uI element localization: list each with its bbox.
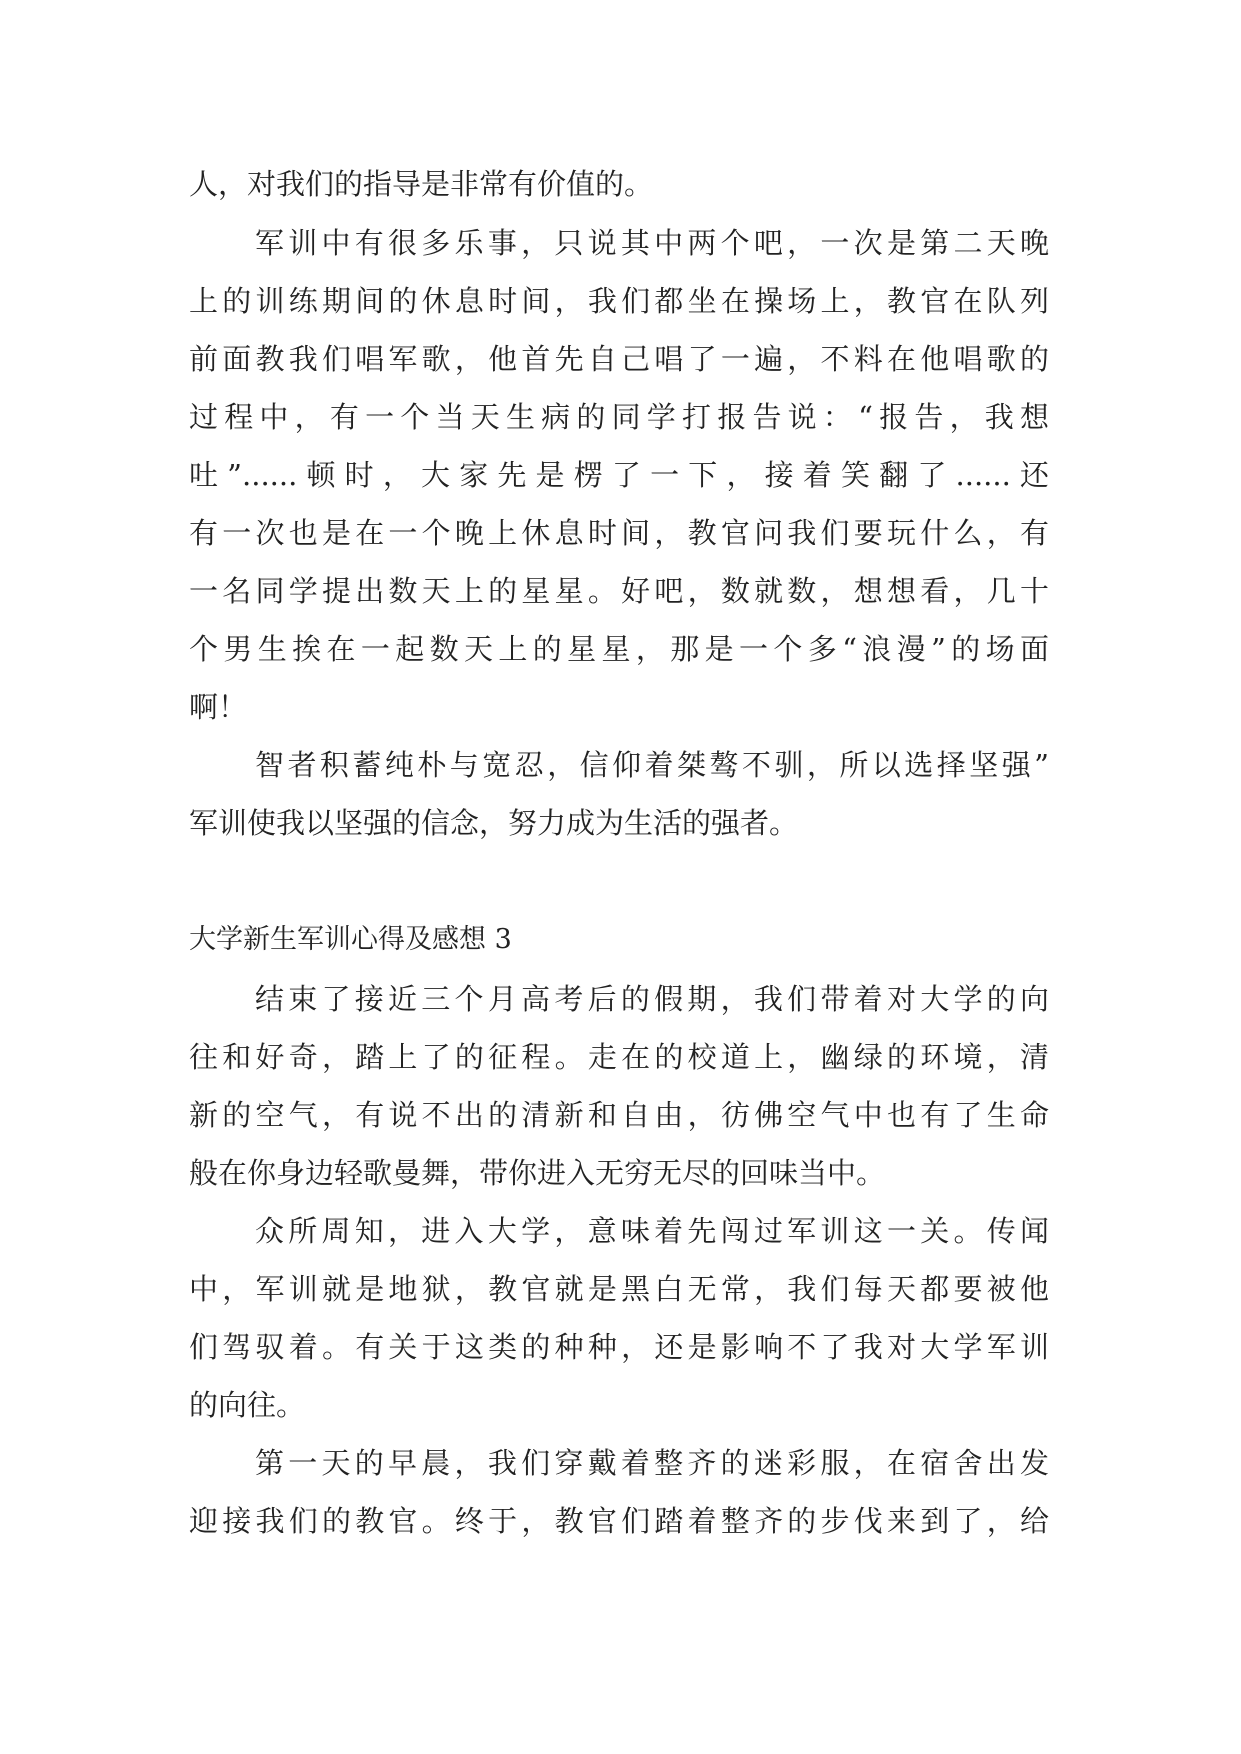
text-line: 迎接我们的教官。终于，教官们踏着整齐的步伐来到了，给 xyxy=(189,1504,1049,1538)
text-line: 的向往。 xyxy=(189,1388,306,1422)
section-heading: 大学新生军训心得及感想 3 xyxy=(189,924,512,955)
text-line: 军训中有很多乐事，只说其中两个吧，一次是第二天晚 xyxy=(255,226,1049,260)
text-line: 第一天的早晨，我们穿戴着整齐的迷彩服，在宿舍出发 xyxy=(255,1446,1049,1480)
text-line: 智者积蓄纯朴与宽忍，信仰着桀骜不驯，所以选择坚强” xyxy=(255,748,1049,782)
text-line: 一名同学提出数天上的星星。好吧，数就数，想想看，几十 xyxy=(189,574,1049,608)
text-line: 吐”......顿时，大家先是楞了一下，接着笑翻了......还 xyxy=(189,458,1049,492)
text-line: 般在你身边轻歌曼舞，带你进入无穷无尽的回味当中。 xyxy=(189,1156,886,1190)
text-line: 往和好奇，踏上了的征程。走在的校道上，幽绿的环境，清 xyxy=(189,1040,1049,1074)
text-line: 军训使我以坚强的信念，努力成为生活的强者。 xyxy=(189,806,799,840)
text-line: 前面教我们唱军歌，他首先自己唱了一遍，不料在他唱歌的 xyxy=(189,342,1049,376)
text-line: 个男生挨在一起数天上的星星，那是一个多“浪漫”的场面 xyxy=(189,632,1049,666)
text-line: 众所周知，进入大学，意味着先闯过军训这一关。传闻 xyxy=(255,1214,1049,1248)
text-line: 有一次也是在一个晚上休息时间，教官问我们要玩什么，有 xyxy=(189,516,1049,550)
text-line: 上的训练期间的休息时间，我们都坐在操场上，教官在队列 xyxy=(189,284,1049,318)
text-line: 们驾驭着。有关于这类的种种，还是影响不了我对大学军训 xyxy=(189,1330,1049,1364)
text-line: 新的空气，有说不出的清新和自由，彷佛空气中也有了生命 xyxy=(189,1098,1049,1132)
text-line: 过程中，有一个当天生病的同学打报告说：“报告，我想 xyxy=(189,400,1049,434)
text-line: 结束了接近三个月高考后的假期，我们带着对大学的向 xyxy=(255,982,1049,1016)
text-line: 啊！ xyxy=(189,690,248,724)
text-line: 人，对我们的指导是非常有价值的。 xyxy=(189,167,654,201)
text-line: 中，军训就是地狱，教官就是黑白无常，我们每天都要被他 xyxy=(189,1272,1049,1306)
